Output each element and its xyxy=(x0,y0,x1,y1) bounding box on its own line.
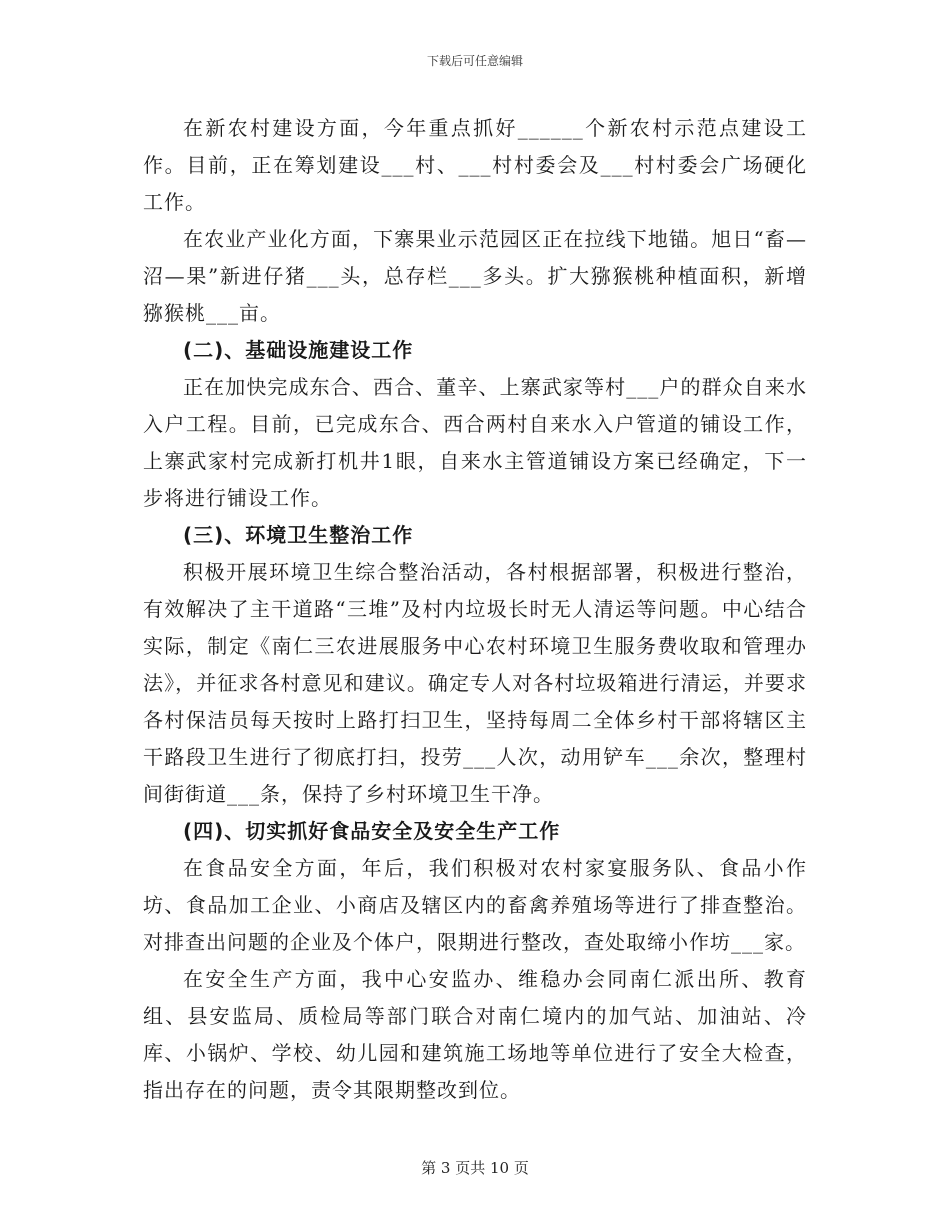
paragraph-agriculture: 在农业产业化方面，下寨果业示范园区正在拉线下地锚。旭日“畜—沼—果”新进仔猪___头，总存栏___多头。扩大猕猴桃种植面积，新增猕猴桃___亩。 xyxy=(143,227,807,325)
section-heading-safety: (四)、切实抓好食品安全及安全生产工作 xyxy=(183,819,561,843)
paragraph-water-supply: 正在加快完成东合、西合、董辛、上寨武家等村___户的群众自来水入户工程。目前，已完成东合、西合两村自来水入户管道的铺设工作，上寨武家村完成新打机井1眼，自来水主管道铺设方案已经确定，下一步将进行铺设工作。 xyxy=(143,375,807,510)
paragraph-sanitation: 积极开展环境卫生综合整治活动，各村根据部署，积极进行整治，有效解决了主干道路“三堆”及村内垃圾长时无人清运等问题。中心结合实际，制定《南仁三农进展服务中心农村环境卫生服务费收取和管理办法》，并征求各村意见和建议。确定专人对各村垃圾箱进行清运，并要求各村保洁员每天按时上路打扫卫生，坚持每周二全体乡村干部将辖区主干路段卫生进行了彻底打扫，投劳___人次，动用铲车___余次，整理村间街街道___条，保持了乡村环境卫生干净。 xyxy=(143,560,807,806)
page-header: 下载后可任意编辑 xyxy=(426,54,523,68)
paragraph-production-safety: 在安全生产方面，我中心安监办、维稳办会同南仁派出所、教育组、县安监局、质检局等部门联合对南仁境内的加气站、加油站、冷库、小锅炉、学校、幼儿园和建筑施工场地等单位进行了安全大检查，指出存在的问题，责令其限期整改到位。 xyxy=(143,967,807,1102)
section-heading-sanitation: (三)、环境卫生整治工作 xyxy=(183,523,414,547)
page-number: 第 3 页共 10 页 xyxy=(421,1159,529,1177)
document-body xyxy=(143,110,807,1109)
paragraph-food-safety: 在食品安全方面，年后，我们积极对农村家宴服务队、食品小作坊、食品加工企业、小商店及辖区内的畜禽养殖场等进行了排查整治。对排查出问题的企业及个体户，限期进行整改，查处取缔小作坊___家。 xyxy=(143,856,807,954)
paragraph-new-countryside: 在新农村建设方面，今年重点抓好______个新农村示范点建设工作。目前，正在筹划建设___村、___村村委会及___村村委会广场硬化工作。 xyxy=(143,116,807,214)
section-heading-infrastructure: (二)、基础设施建设工作 xyxy=(183,338,414,362)
